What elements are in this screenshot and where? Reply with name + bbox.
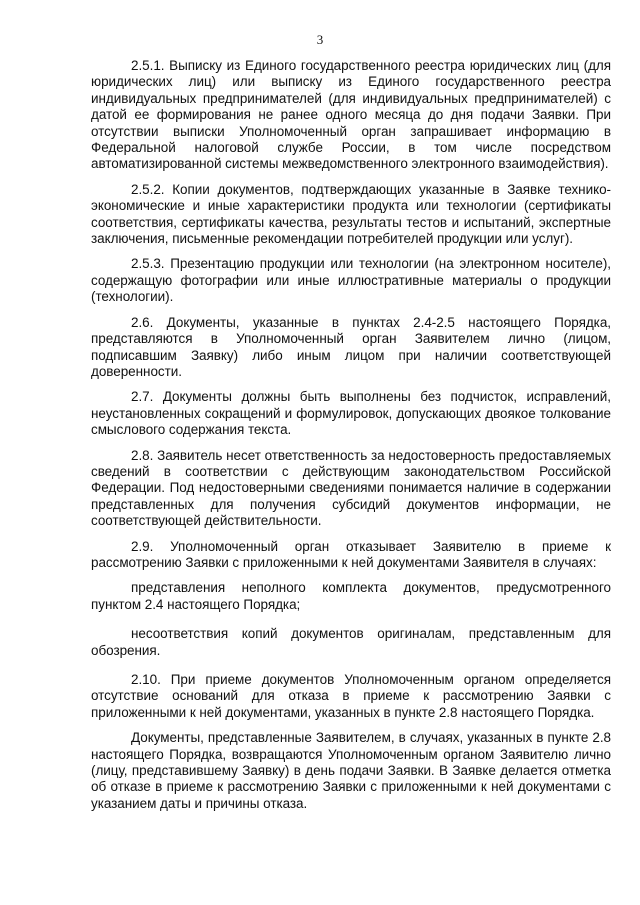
document-body [91,58,611,821]
paragraph-2-5-1: 2.5.1. Выписку из Единого государственного реестра юридических лиц (для юридических лиц) или выписку из Единого государственного реестра индивидуальных предпринимателей (для индивидуальных предпринимателей) с датой ее формирования не ранее одного месяца до дня подачи Заявки. При отсутствии выписки Уполномоченный орган запрашивает информацию в Федеральной налоговой службе России, в том числе посредством автоматизированной системы межведомственного электронного взаимодействия). [91,58,611,172]
paragraph-2-5-3: 2.5.3. Презентацию продукции или технологии (на электронном носителе), содержащую фотографии или иные иллюстративные материалы о продукции (технологии). [91,256,611,305]
page-number: 3 [316,32,324,47]
paragraph-2-5-2: 2.5.2. Копии документов, подтверждающих указанные в Заявке технико-экономические и иные характеристики продукта или технологии (сертификаты соответствия, сертификаты качества, результаты тестов и испытаний, экспертные заключения, письменные рекомендации потребителей продукции или услуг). [91,181,611,247]
paragraph-2-6: 2.6. Документы, указанные в пунктах 2.4-2.5 настоящего Порядка, представляются в Уполномоченный орган Заявителем лично (лицом, подписавшим Заявку) либо иным лицом при наличии соответствующей доверенности. [91,314,611,379]
paragraph-2-10: 2.10. При приеме документов Уполномоченным органом определяется отсутствие оснований для отказа в приеме к рассмотрению Заявки с приложенными к ней документами, указанных в пункте 2.8 настоящего Порядка. [91,672,611,720]
paragraph-2-8: 2.8. Заявитель несет ответственность за недостоверность предоставляемых сведений в соответствии с действующим законодательством Российской Федерации. Под недостоверными сведениями понимается наличие в содержании представленных для получения субсидий документов информации, не соответствующей действительности. [91,447,611,529]
paragraph-2-7: 2.7. Документы должны быть выполнены без подчисток, исправлений, неустановленных сокращений и формулировок, допускающих двоякое толкование смыслового содержания текста. [91,389,611,438]
paragraph-2-9: 2.9. Уполномоченный орган отказывает Заявителю в приеме к рассмотрению Заявки с приложенными к ней документами Заявителя в случаях: [91,538,611,570]
paragraph-2-9-case-1: представления неполного комплекта документов, предусмотренного пунктом 2.4 настоящего Порядка; [91,580,611,612]
paragraph-2-9-case-2: несоответствия копий документов оригиналам, представленным для обозрения. [91,626,611,658]
paragraph-return-documents: Документы, представленные Заявителем, в случаях, указанных в пункте 2.8 настоящего Порядка, возвращаются Уполномоченным органом Заявителю лично (лицу, представившему Заявку) в день подачи Заявки. В Заявке делается отметка об отказе в приеме к рассмотрению Заявки с приложенными к ней документами с указанием даты и причины отказа. [91,730,611,811]
